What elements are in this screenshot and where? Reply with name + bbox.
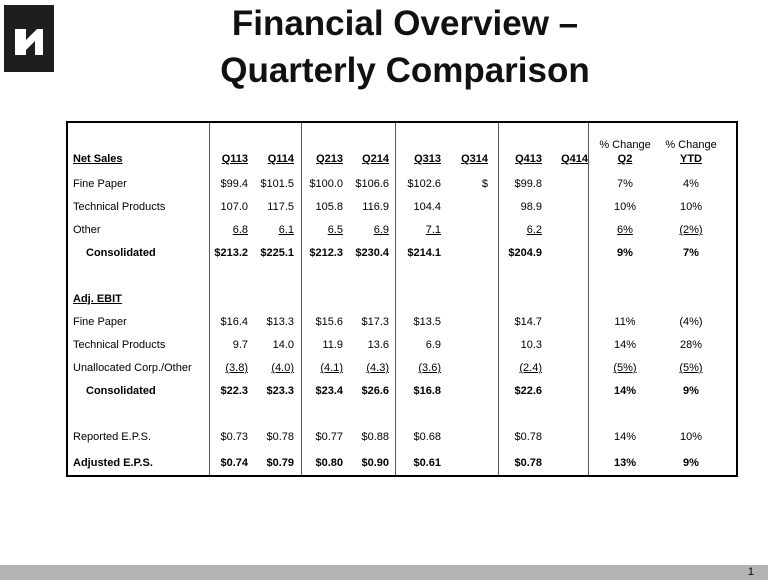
header-net-sales: Net Sales [73, 153, 123, 165]
row-label: Consolidated [86, 385, 156, 397]
column-divider [588, 123, 589, 475]
cell-value: (2.4) [519, 362, 542, 374]
cell-value: 6.2 [526, 224, 542, 236]
header-q213: Q213 [316, 153, 343, 165]
cell-value: $0.61 [413, 457, 441, 469]
cell-value: 6.9 [425, 339, 441, 351]
cell-value: $214.1 [407, 247, 441, 259]
column-divider [395, 123, 396, 475]
cell-value: $17.3 [361, 316, 389, 328]
row-label: Adjusted E.P.S. [73, 457, 153, 469]
cell-value: 107.0 [220, 201, 248, 213]
cell-pct: 7% [617, 178, 633, 190]
cell-pct: (2%) [679, 224, 703, 236]
cell-value: $100.0 [309, 178, 343, 190]
page-title-line-2: Quarterly Comparison [220, 51, 590, 90]
cell-pct: 28% [679, 339, 703, 351]
cell-value: $204.9 [508, 247, 542, 259]
cell-pct: 10% [613, 201, 637, 213]
header-pct-change-q2: % Change [599, 139, 651, 151]
cell-pct: 14% [613, 339, 637, 351]
cell-value: $0.77 [315, 431, 343, 443]
cell-value: $0.78 [514, 457, 542, 469]
cell-pct: 11% [614, 316, 636, 328]
cell-value: 117.5 [267, 201, 294, 213]
financial-table [66, 121, 738, 477]
cell-value: 6.1 [278, 224, 294, 236]
cell-value: $23.4 [315, 385, 343, 397]
section-heading-adj-ebit: Adj. EBIT [73, 293, 122, 305]
page-number: 1 [747, 566, 754, 578]
header-q2: Q2 [617, 153, 633, 165]
cell-value: 10.3 [520, 339, 542, 351]
cell-value: $0.73 [220, 431, 248, 443]
cell-pct: 14% [613, 385, 637, 397]
cell-pct: 4% [683, 178, 699, 190]
cell-value: 9.7 [232, 339, 248, 351]
row-label: Consolidated [86, 247, 156, 259]
cell-value: $230.4 [355, 247, 389, 259]
cell-value: 6.5 [327, 224, 343, 236]
cell-value: $0.90 [361, 457, 389, 469]
cell-value: (4.3) [366, 362, 389, 374]
cell-value: (3.6) [418, 362, 441, 374]
row-label: Fine Paper [73, 316, 127, 328]
page-title [150, 0, 660, 94]
header-ytd: YTD [680, 153, 702, 165]
cell-value: $99.8 [514, 178, 542, 190]
cell-value: $16.4 [220, 316, 248, 328]
cell-pct: 7% [683, 247, 699, 259]
cell-value: $13.3 [266, 316, 294, 328]
row-label: Technical Products [73, 201, 166, 213]
row-label: Unallocated Corp./Other [73, 362, 192, 374]
header-q313: Q313 [414, 153, 441, 165]
cell-value: $0.80 [315, 457, 343, 469]
cell-value: $106.6 [355, 178, 389, 190]
cell-value: (4.0) [271, 362, 294, 374]
cell-value: $16.8 [413, 385, 441, 397]
cell-value: $22.6 [514, 385, 542, 397]
cell-value: $0.78 [266, 431, 294, 443]
cell-pct: 10% [679, 201, 703, 213]
header-pct-change-ytd: % Change [665, 139, 717, 151]
cell-value: $22.3 [220, 385, 248, 397]
cell-pct: 9% [683, 457, 699, 469]
cell-value: (4.1) [320, 362, 343, 374]
header-q314: Q314 [461, 153, 488, 165]
cell-pct: (4%) [679, 316, 703, 328]
cell-value: 98.9 [520, 201, 542, 213]
cell-value: 6.9 [373, 224, 389, 236]
cell-value: $14.7 [514, 316, 542, 328]
header-q214: Q214 [362, 153, 389, 165]
cell-value: 6.8 [232, 224, 248, 236]
cell-pct: 9% [683, 385, 699, 397]
cell-value: $0.79 [266, 457, 294, 469]
row-label: Fine Paper [73, 178, 127, 190]
cell-value: 11.9 [322, 339, 343, 351]
cell-value: $0.68 [413, 431, 441, 443]
row-label: Technical Products [73, 339, 166, 351]
cell-value: $101.5 [260, 178, 294, 190]
cell-pct: (5%) [613, 362, 637, 374]
logo-mark-icon [4, 5, 54, 72]
header-q413: Q413 [515, 153, 542, 165]
cell-pct: (5%) [679, 362, 703, 374]
cell-value: $102.6 [407, 178, 441, 190]
header-q414: Q414 [561, 153, 588, 165]
header-q113: Q113 [221, 153, 248, 165]
cell-value: $26.6 [361, 385, 389, 397]
column-divider [209, 123, 210, 475]
footer-bar [0, 565, 768, 580]
cell-value: $0.78 [514, 431, 542, 443]
cell-value: $15.6 [315, 316, 343, 328]
cell-value: $99.4 [220, 178, 248, 190]
column-divider [301, 123, 302, 475]
cell-value: 116.9 [362, 201, 389, 213]
cell-value: $0.88 [361, 431, 389, 443]
cell-value: 13.6 [367, 339, 389, 351]
cell-value: $23.3 [266, 385, 294, 397]
page-title-line-1: Financial Overview – [231, 4, 579, 43]
cell-value: $212.3 [309, 247, 343, 259]
row-label: Reported E.P.S. [73, 431, 152, 443]
cell-value: $213.2 [214, 247, 248, 259]
cell-value: 105.8 [315, 201, 343, 213]
cell-pct: 9% [617, 247, 633, 259]
header-q114: Q114 [267, 153, 294, 165]
cell-pct: 6% [617, 224, 633, 236]
cell-value: $ [481, 178, 488, 190]
cell-value: $0.74 [220, 457, 248, 469]
company-logo [4, 5, 54, 72]
cell-pct: 14% [613, 431, 637, 443]
cell-value: 7.1 [425, 224, 441, 236]
cell-pct: 13% [613, 457, 637, 469]
cell-value: (3.8) [225, 362, 248, 374]
cell-value: 14.0 [272, 339, 294, 351]
cell-value: $225.1 [260, 247, 294, 259]
cell-value: $13.5 [413, 316, 441, 328]
cell-pct: 10% [679, 431, 703, 443]
cell-value: 104.4 [413, 201, 441, 213]
row-label: Other [73, 224, 101, 236]
column-divider [498, 123, 499, 475]
